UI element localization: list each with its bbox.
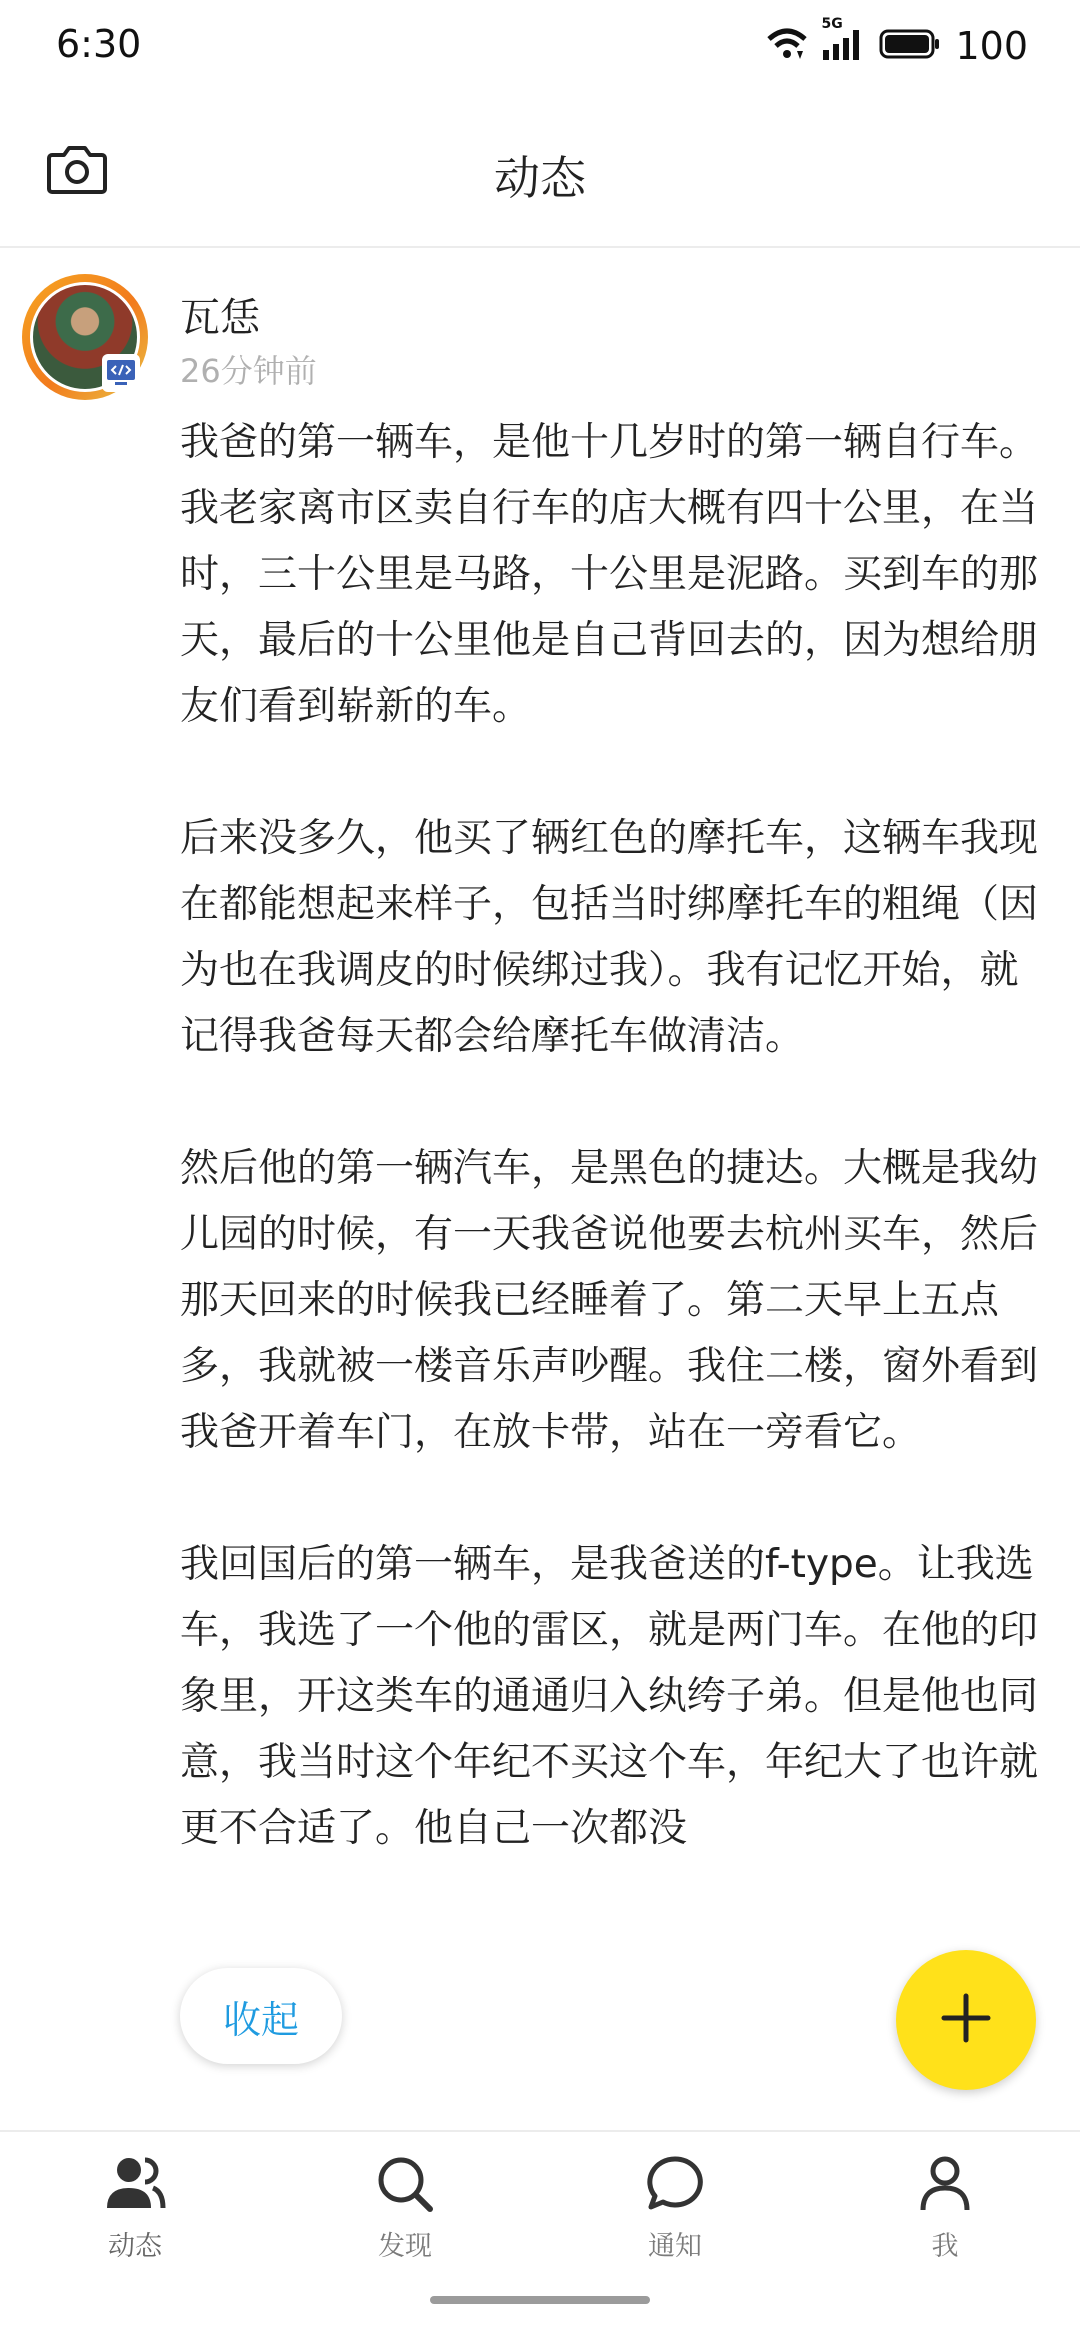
post-paragraph: 后来没多久，他买了辆红色的摩托车，这辆车我现在都能想起来样子，包括当时绑摩托车的粗绳（因为也在我调皮的时候绑过我）。我有记忆开始，就记得我爸每天都会给摩托车做清洁。 — [180, 816, 1039, 1059]
battery-level: 100 — [955, 24, 1028, 68]
plus-icon — [938, 1990, 994, 2050]
wifi-icon — [767, 27, 807, 65]
status-bar — [0, 0, 1080, 96]
author-name[interactable]: 瓦恁 — [180, 295, 260, 341]
bottom-nav — [0, 2130, 1080, 2308]
page-title: 动态 — [494, 151, 586, 205]
nav-item-me[interactable] — [810, 2132, 1080, 2308]
nav-label: 发现 — [378, 2231, 432, 2262]
signal-icon — [821, 16, 865, 66]
home-indicator[interactable] — [430, 2296, 650, 2304]
post-body — [180, 410, 1050, 1928]
avatar[interactable] — [22, 274, 148, 400]
nav-label: 动态 — [108, 2231, 162, 2262]
post-time: 26分钟前 — [180, 352, 317, 390]
nav-label: 通知 — [648, 2231, 702, 2262]
nav-label: 我 — [931, 2231, 959, 2262]
developer-badge-icon — [102, 354, 140, 392]
chat-bubble-icon — [643, 2152, 707, 2216]
status-time: 6:30 — [56, 22, 142, 66]
people-icon — [103, 2152, 167, 2216]
app-header — [0, 96, 1080, 248]
network-type: 5G — [821, 16, 843, 32]
post-paragraph: 我回国后的第一辆车，是我爸送的f-type。让我选车，我选了一个他的雷区，就是两门车。在他的印象里，开这类车的通通归入纨绔子弟。但是他也同意，我当时这个年纪不买这个车，年纪大了也许就更不合适了。他自己一次都没 — [180, 1542, 1039, 1851]
post-paragraph: 然后他的第一辆汽车，是黑色的捷达。大概是我幼儿园的时候，有一天我爸说他要去杭州买车，然后那天回来的时候我已经睡着了。第二天早上五点多，我就被一楼音乐声吵醒。我住二楼，窗外看到我爸开着车门，在放卡带，站在一旁看它。 — [180, 1146, 1039, 1455]
person-icon — [913, 2152, 977, 2216]
collapse-button[interactable]: 收起 — [180, 1968, 342, 2064]
nav-item-feed[interactable] — [0, 2132, 270, 2308]
nav-item-discover[interactable] — [270, 2132, 540, 2308]
search-icon — [373, 2152, 437, 2216]
nav-item-notifications[interactable] — [540, 2132, 810, 2308]
status-icons — [767, 16, 1028, 70]
create-post-button[interactable] — [896, 1950, 1036, 2090]
battery-icon — [879, 28, 941, 64]
post-paragraph: 我爸的第一辆车，是他十几岁时的第一辆自行车。我老家离市区卖自行车的店大概有四十公里，在当时，三十公里是马路，十公里是泥路。买到车的那天，最后的十公里他是自己背回去的，因为想给朋友们看到崭新的车。 — [180, 420, 1039, 729]
